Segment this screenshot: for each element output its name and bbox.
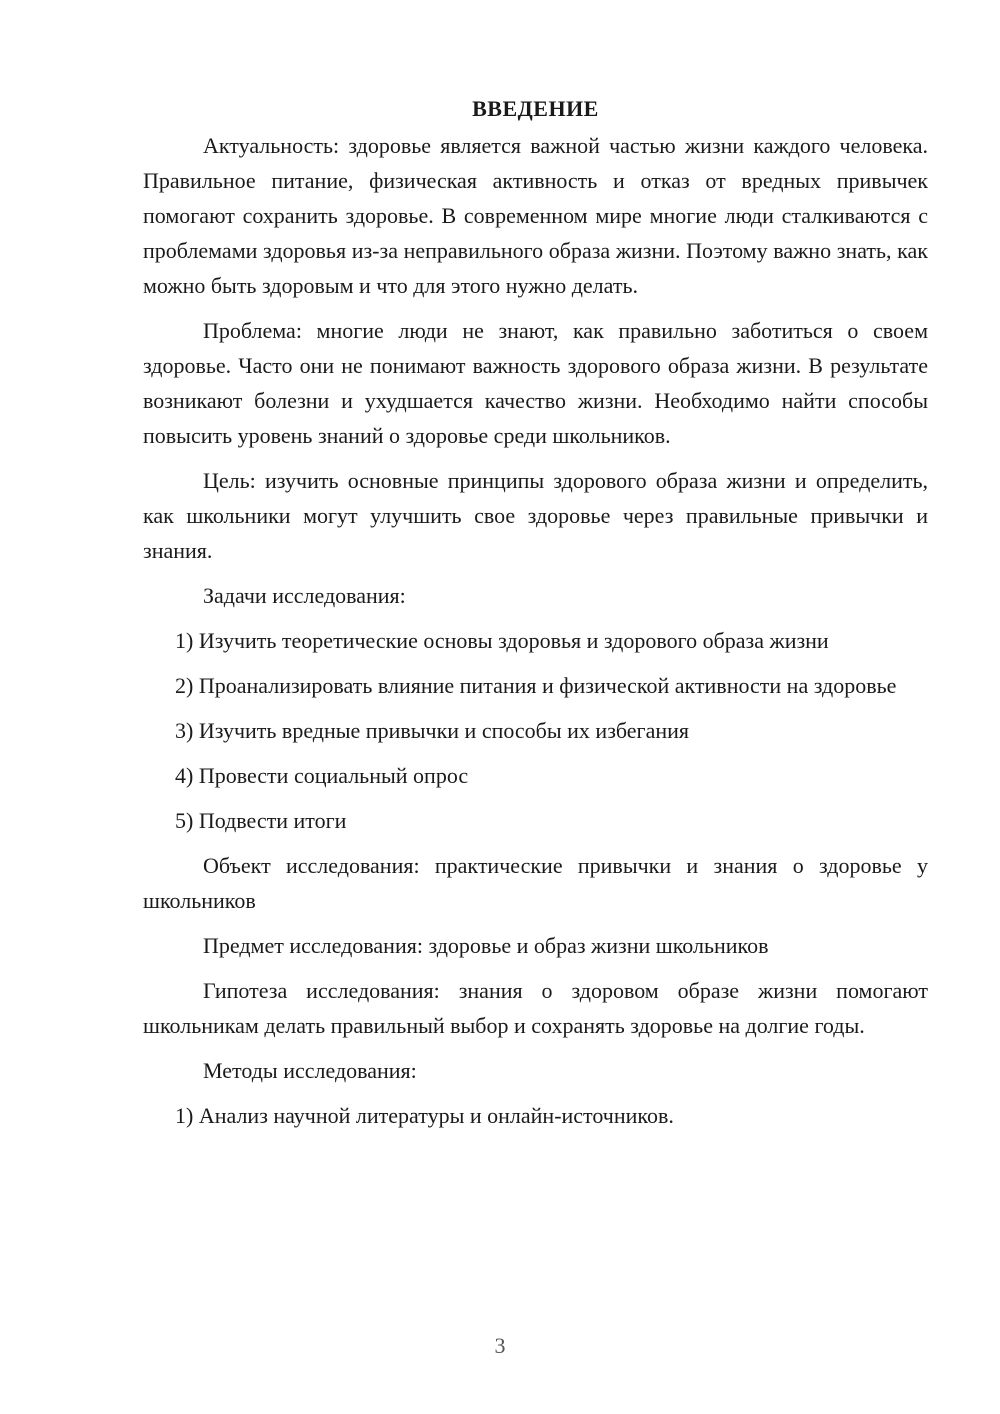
paragraph-subject: Предмет исследования: здоровье и образ жизни школьников	[203, 933, 769, 958]
page-title: ВВЕДЕНИЕ	[472, 96, 599, 121]
methods-heading: Методы исследования:	[203, 1058, 417, 1083]
paragraph-relevance: Актуальность: здоровье является важной частью жизни каждого человека. Правильное питание, физическая активность и отказ от вредных привычек помогают сохранить здоровье. В современном мире многие люди сталкиваются с проблемами здоровья из-за неправильного образа жизни. Поэтому важно знать, как можно быть здоровым и что для этого нужно делать.	[143, 133, 928, 298]
task-item-1: 1) Изучить теоретические основы здоровья и здорового образа жизни	[175, 628, 829, 653]
method-item-1: 1) Анализ научной литературы и онлайн-источников.	[175, 1103, 674, 1128]
tasks-heading: Задачи исследования:	[203, 583, 406, 608]
task-item-4: 4) Провести социальный опрос	[175, 763, 469, 788]
paragraph-object: Объект исследования: практические привычки и знания о здоровье у школьников	[143, 853, 928, 913]
task-item-3: 3) Изучить вредные привычки и способы их избегания	[175, 718, 690, 743]
paragraph-problem: Проблема: многие люди не знают, как правильно заботиться о своем здоровье. Часто они не понимают важность здорового образа жизни. В результате возникают болезни и ухудшается качество жизни. Необходимо найти способы повысить уровень знаний о здоровье среди школьников.	[143, 318, 928, 448]
task-item-2: 2) Проанализировать влияние питания и физической активности на здоровье	[175, 673, 897, 698]
task-item-5: 5) Подвести итоги	[175, 808, 347, 833]
paragraph-hypothesis: Гипотеза исследования: знания о здоровом образе жизни помогают школьникам делать правильный выбор и сохранять здоровье на долгие годы.	[143, 978, 928, 1038]
paragraph-goal: Цель: изучить основные принципы здорового образа жизни и определить, как школьники могут улучшить свое здоровье через правильные привычки и знания.	[143, 468, 928, 563]
page-number: 3	[494, 1333, 506, 1358]
